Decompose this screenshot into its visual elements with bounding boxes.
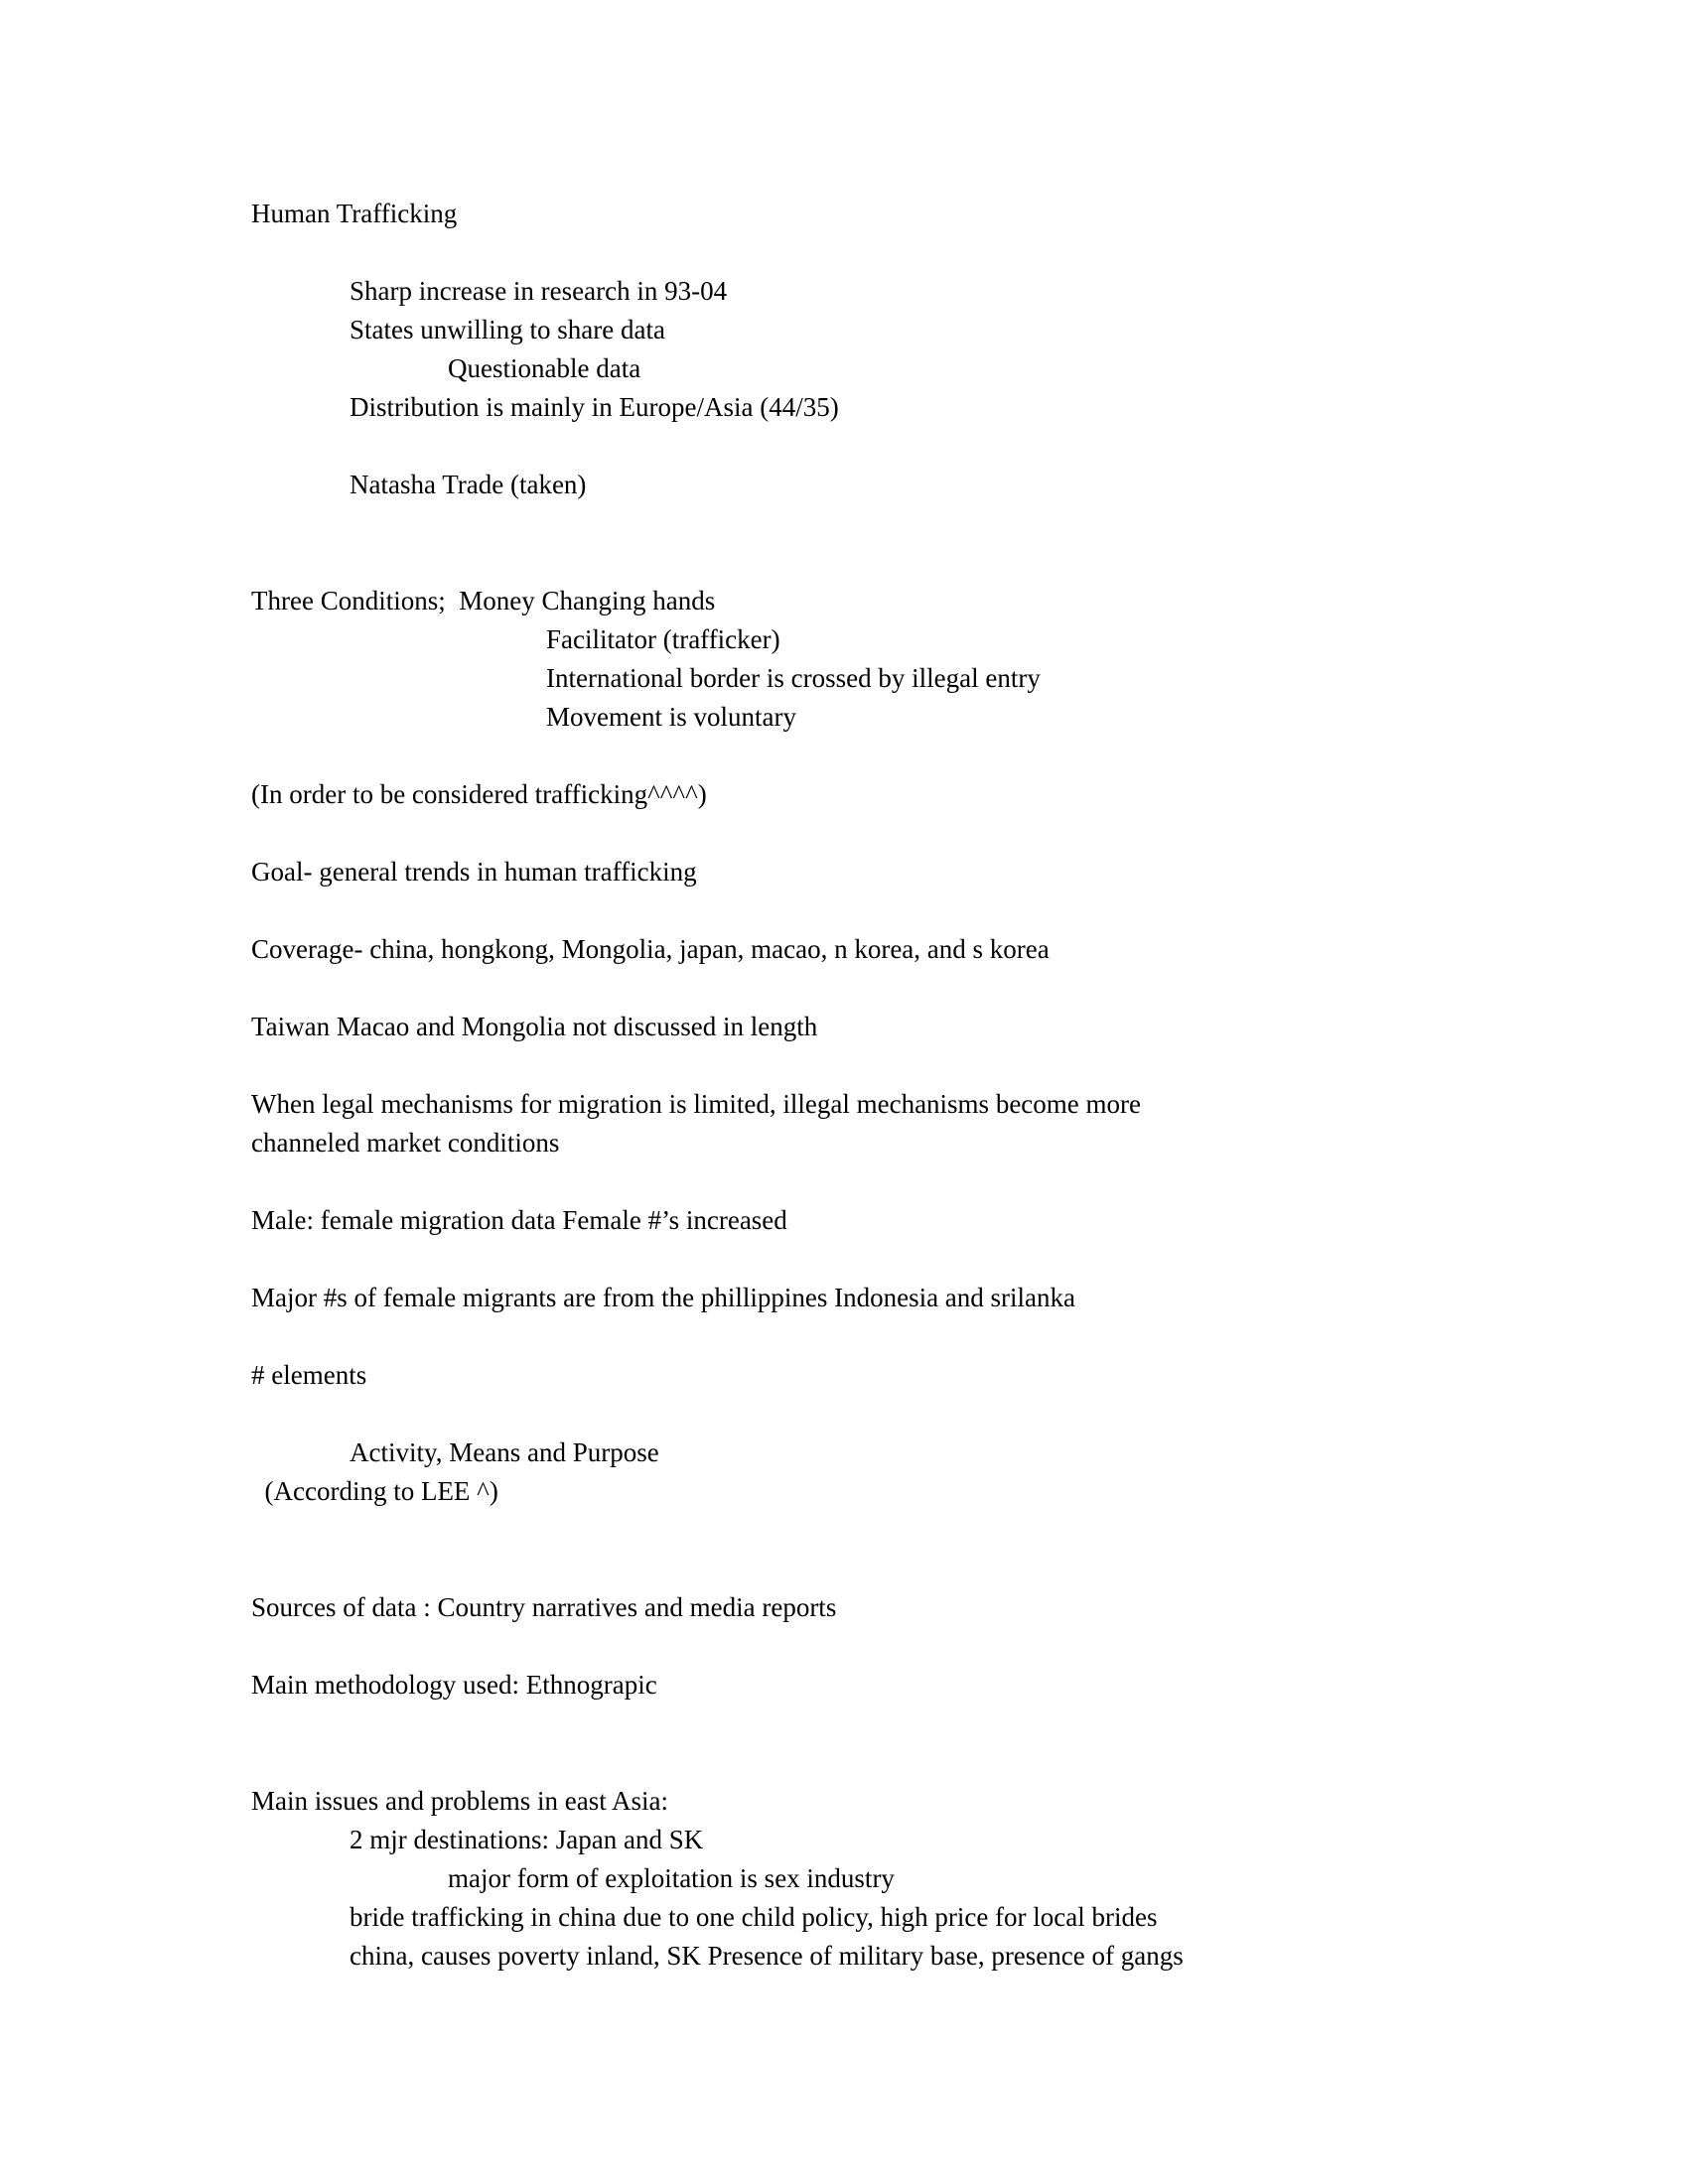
text-line: Main methodology used: Ethnograpic [251, 1670, 657, 1700]
text-line: # elements [251, 1360, 367, 1390]
text-line [251, 1162, 1403, 1201]
text-line: Distribution is mainly in Europe/Asia (44/35) [350, 392, 839, 422]
document-body [251, 195, 1403, 1976]
text-line: Major #s of female migrants are from the phillippines Indonesia and srilanka [251, 1283, 1076, 1312]
text-line: Movement is voluntary [546, 702, 796, 732]
text-line [251, 737, 1403, 775]
text-line: 2 mjr destinations: Japan and SK [350, 1825, 704, 1854]
text-line [251, 1395, 1403, 1433]
text-line: china, causes poverty inland, SK Presence of military base, presence of gangs [350, 1941, 1184, 1971]
text-line: Goal- general trends in human trafficking [251, 857, 697, 887]
text-line: International border is crossed by illegal entry [546, 663, 1041, 693]
text-line: Sharp increase in research in 93-04 [350, 276, 728, 306]
text-line: (In order to be considered trafficking^^^^) [251, 779, 707, 809]
text-line: Sources of data : Country narratives and media reports [251, 1592, 837, 1622]
text-line [251, 1550, 1403, 1588]
text-line: major form of exploitation is sex industry [448, 1863, 895, 1893]
text-line [251, 1705, 1403, 1743]
text-line [251, 504, 1403, 543]
text-line: Three Conditions; Money Changing hands [251, 586, 716, 615]
text-line: bride trafficking in china due to one child policy, high price for local brides [350, 1902, 1158, 1932]
text-line [251, 233, 1403, 272]
text-line [251, 969, 1403, 1008]
text-line [251, 1240, 1403, 1279]
text-line: Human Trafficking [251, 199, 458, 228]
text-line [251, 543, 1403, 582]
text-line [251, 1627, 1403, 1666]
text-line [251, 1743, 1403, 1782]
text-line: (According to LEE ^) [251, 1476, 498, 1506]
text-line [251, 891, 1403, 930]
text-line: Questionable data [448, 353, 641, 383]
text-line: Natasha Trade (taken) [350, 470, 587, 499]
text-line [251, 1511, 1403, 1550]
text-line: Coverage- china, hongkong, Mongolia, japan, macao, n korea, and s korea [251, 934, 1050, 964]
text-line [251, 427, 1403, 466]
text-line: Facilitator (trafficker) [546, 624, 780, 654]
text-line: channeled market conditions [251, 1128, 560, 1158]
text-line: Male: female migration data Female #’s increased [251, 1205, 787, 1235]
text-line [251, 814, 1403, 853]
text-line: States unwilling to share data [350, 315, 665, 344]
text-line: Main issues and problems in east Asia: [251, 1786, 668, 1816]
text-line: Taiwan Macao and Mongolia not discussed in length [251, 1012, 818, 1041]
text-line [251, 1317, 1403, 1356]
text-line [251, 1046, 1403, 1085]
text-line: When legal mechanisms for migration is limited, illegal mechanisms become more [251, 1089, 1141, 1119]
text-line: Activity, Means and Purpose [350, 1437, 659, 1467]
